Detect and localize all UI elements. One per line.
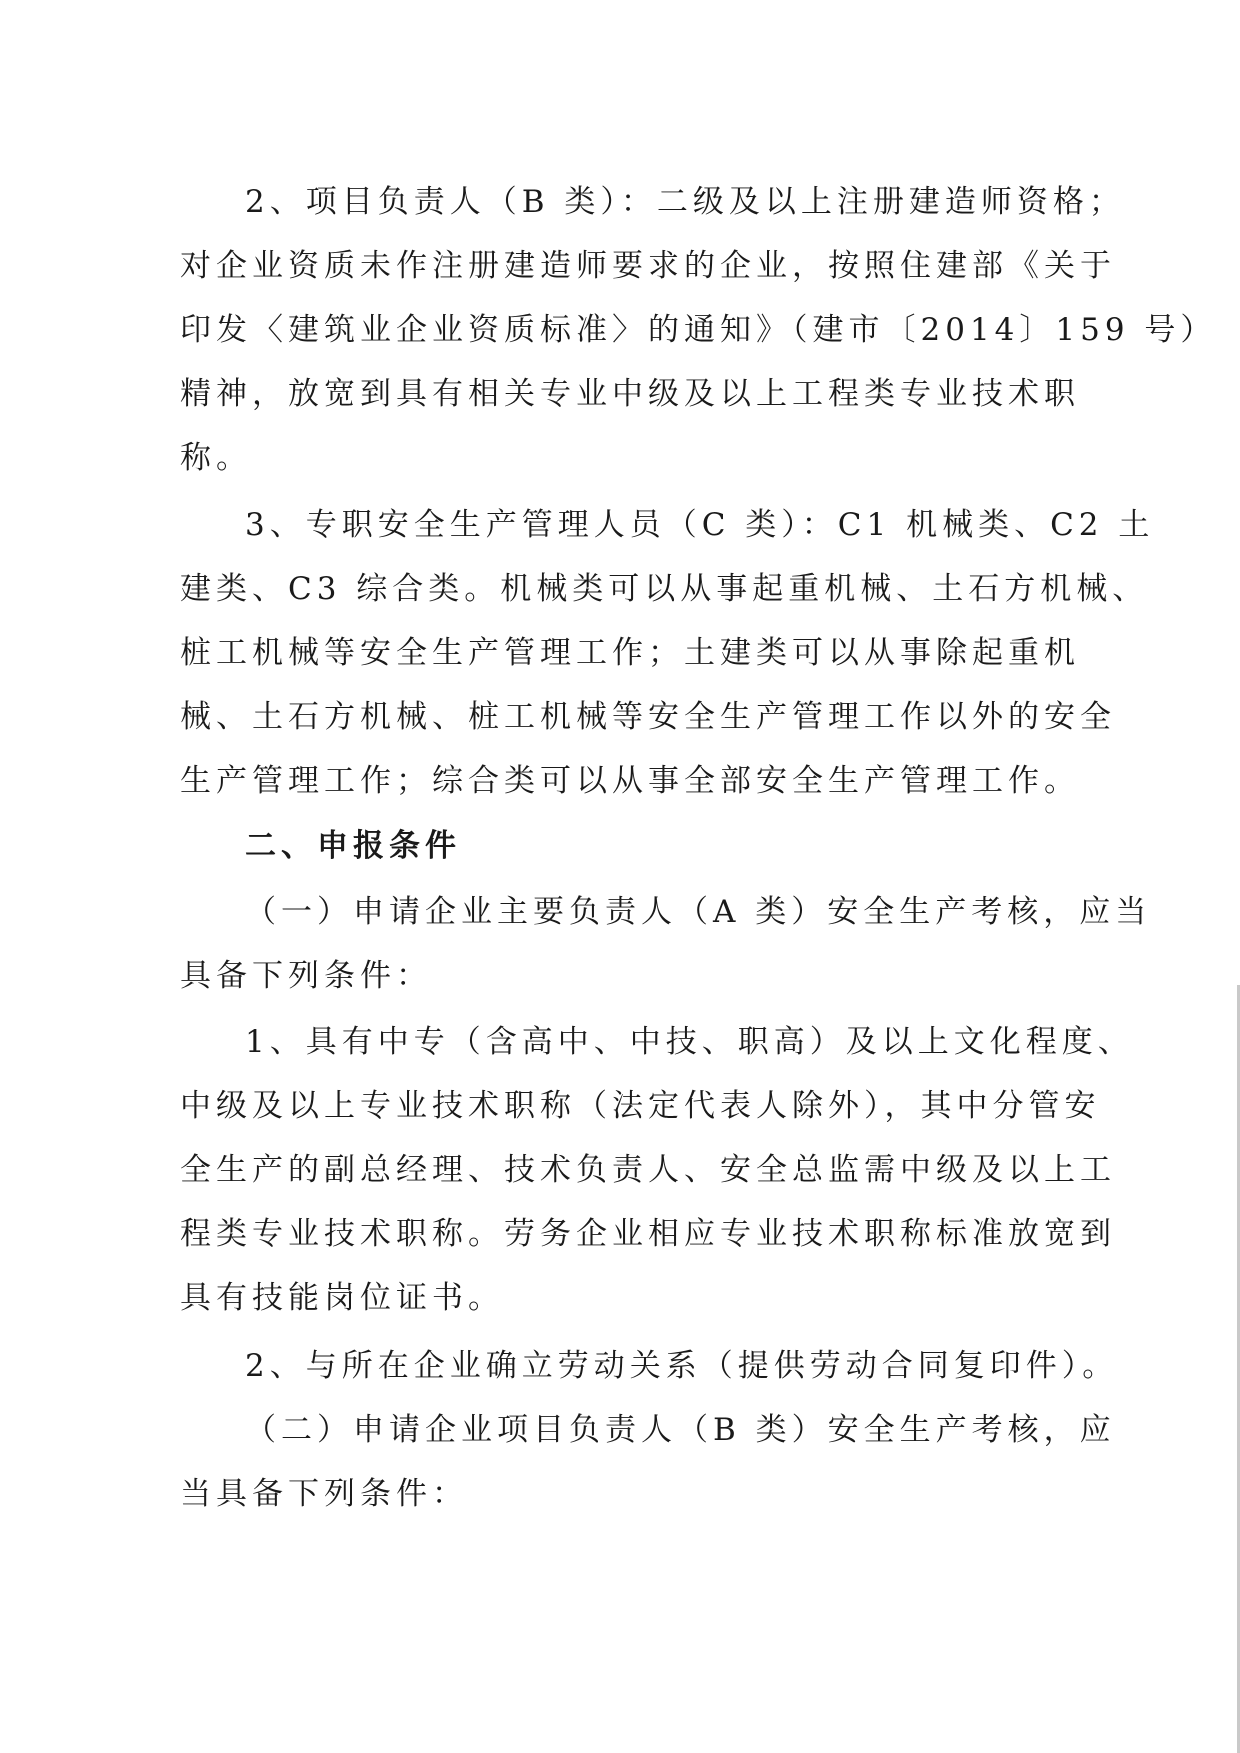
text-line: 2、项目负责人（B 类）：二级及以上注册建造师资格； xyxy=(245,184,1125,220)
text-line: 3、专职安全生产管理人员（C 类）：C1 机械类、C2 土 xyxy=(245,507,1155,543)
text-line: （一）申请企业主要负责人（A 类）安全生产考核，应当 xyxy=(245,894,1152,930)
text-line: 具备下列条件： xyxy=(180,958,432,994)
text-line: 全生产的副总经理、技术负责人、安全总监需中级及以上工 xyxy=(180,1152,1116,1188)
text-line: 生产管理工作；综合类可以从事全部安全生产管理工作。 xyxy=(180,763,1080,799)
text-line: （二）申请企业项目负责人（B 类）安全生产考核，应 xyxy=(245,1412,1116,1448)
text-line: 建类、C3 综合类。机械类可以从事起重机械、土石方机械、 xyxy=(180,571,1149,607)
text-line: 印发〈建筑业企业资质标准〉的通知》（建市〔2014〕159 号） xyxy=(180,312,1217,348)
text-line: 对企业资质未作注册建造师要求的企业，按照住建部《关于 xyxy=(180,248,1116,284)
text-line: 桩工机械等安全生产管理工作；土建类可以从事除起重机 xyxy=(180,635,1080,671)
text-line: 称。 xyxy=(180,440,252,476)
text-line: 当具备下列条件： xyxy=(180,1476,468,1512)
text-line: 具有技能岗位证书。 xyxy=(180,1280,504,1316)
section-heading: 二、申报条件 xyxy=(245,828,461,864)
text-line: 精神，放宽到具有相关专业中级及以上工程类专业技术职 xyxy=(180,376,1080,412)
text-line: 程类专业技术职称。劳务企业相应专业技术职称标准放宽到 xyxy=(180,1216,1116,1252)
text-line: 2、与所在企业确立劳动关系（提供劳动合同复印件）。 xyxy=(245,1348,1119,1384)
text-line: 中级及以上专业技术职称（法定代表人除外），其中分管安 xyxy=(180,1088,1101,1124)
text-line: 1、具有中专（含高中、中技、职高）及以上文化程度、 xyxy=(245,1024,1134,1060)
text-line: 械、土石方机械、桩工机械等安全生产管理工作以外的安全 xyxy=(180,699,1116,735)
